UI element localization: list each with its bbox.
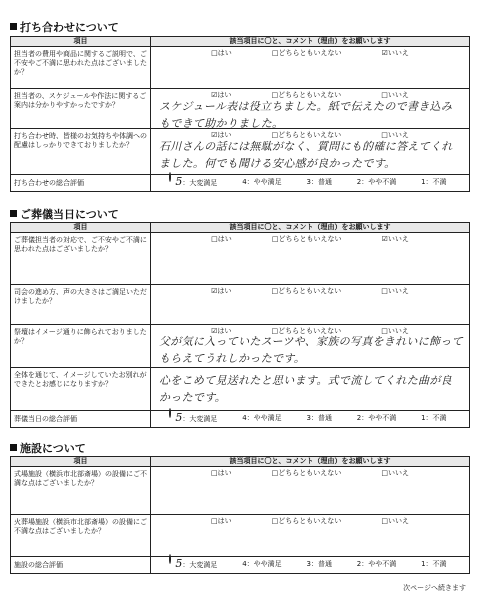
meeting-table bbox=[10, 36, 470, 192]
no-option[interactable]: □いいえ bbox=[381, 91, 409, 99]
neutral-option[interactable]: □どちらともいえない bbox=[271, 235, 342, 243]
col-item-header: 項目 bbox=[11, 223, 151, 233]
no-option[interactable]: □いいえ bbox=[381, 131, 409, 139]
rating-5-selected[interactable]: 5：大変満足 bbox=[173, 175, 217, 188]
yes-option-checked[interactable]: ☑はい bbox=[211, 91, 232, 99]
rating-2[interactable]: 2：やや不満 bbox=[356, 413, 397, 422]
no-option[interactable]: □いいえ bbox=[381, 469, 409, 477]
handwritten-comment: 心をこめて見送れたと思います。式で流してくれた曲が良かったです。 bbox=[159, 374, 452, 404]
no-option-checked[interactable]: ☑いいえ bbox=[381, 49, 409, 57]
no-option[interactable]: □いいえ bbox=[381, 327, 409, 335]
rating-3[interactable]: 3：普通 bbox=[306, 559, 332, 568]
question-text: 全体を通じて、イメージしていたお別れができたとお感じになりますか？ bbox=[11, 368, 151, 411]
no-option-checked[interactable]: ☑いいえ bbox=[381, 235, 409, 243]
neutral-option[interactable]: □どちらともいえない bbox=[271, 517, 342, 525]
neutral-option[interactable]: □どちらともいえない bbox=[271, 327, 342, 335]
question-text: 火葬場施設（横浜市北部斎場）の設備にご不満な点はございましたか？ bbox=[11, 515, 151, 557]
question-text: ご葬儀担当者の対応で、ご不安やご不満に思われた点はございましたか？ bbox=[11, 233, 151, 285]
neutral-option[interactable]: □どちらともいえない bbox=[271, 91, 342, 99]
yes-option-checked[interactable]: ☑はい bbox=[211, 287, 232, 295]
yes-option[interactable]: □はい bbox=[211, 517, 232, 525]
no-option[interactable]: □いいえ bbox=[381, 287, 409, 295]
rating-label: 葬儀当日の総合評価 bbox=[11, 411, 151, 428]
question-text: 祭壇はイメージ通りに飾られておりましたか？ bbox=[11, 325, 151, 368]
yes-option-checked[interactable]: ☑はい bbox=[211, 131, 232, 139]
rating-1[interactable]: 1：不満 bbox=[421, 177, 447, 186]
rating-label: 施設の総合評価 bbox=[11, 557, 151, 574]
question-text: 担当者の、スケジュールや作法に関するご案内は分かりやすかったですか？ bbox=[11, 89, 151, 129]
rating-2[interactable]: 2：やや不満 bbox=[356, 177, 397, 186]
rating-label: 打ち合わせの総合評価 bbox=[11, 175, 151, 192]
rating-1[interactable]: 1：不満 bbox=[421, 413, 447, 422]
continued-next-page-note: 次ページへ続きます bbox=[403, 584, 466, 592]
rating-4[interactable]: 4：やや満足 bbox=[242, 559, 282, 568]
neutral-option[interactable]: □どちらともいえない bbox=[271, 131, 342, 139]
rating-4[interactable]: 4：やや満足 bbox=[242, 177, 282, 186]
col-answer-header: 該当項目に〇と、コメント（理由）をお願いします bbox=[151, 457, 470, 467]
handwritten-comment: 石川さんの話には無駄がなく、質問にも的確に答えてくれました。何でも聞ける安心感が良かったです。 bbox=[159, 140, 453, 170]
section-title-funeral-day: ご葬儀当日について bbox=[10, 208, 119, 221]
handwritten-comment: スケジュール表は役立ちました。紙で伝えたので書き込みもできて助かりました。 bbox=[159, 100, 453, 130]
section-title-facility: 施設について bbox=[10, 442, 86, 455]
section-title-meeting: 打ち合わせについて bbox=[10, 21, 119, 34]
question-text: 式場施設（横浜市北部斎場）の設備にご不満な点はございましたか？ bbox=[11, 467, 151, 515]
yes-option[interactable]: □はい bbox=[211, 49, 232, 57]
yes-option-checked[interactable]: ☑はい bbox=[211, 327, 232, 335]
rating-3[interactable]: 3：普通 bbox=[306, 177, 332, 186]
rating-5-selected[interactable]: 5：大変満足 bbox=[173, 557, 217, 570]
neutral-option[interactable]: □どちらともいえない bbox=[271, 49, 342, 57]
question-text: 担当者の費用や商品に関するご説明で、ご不安やご不満に思われた点はございましたか？ bbox=[11, 47, 151, 89]
col-item-header: 項目 bbox=[11, 457, 151, 467]
yes-option[interactable]: □はい bbox=[211, 235, 232, 243]
rating-5-selected[interactable]: 5：大変満足 bbox=[173, 411, 217, 424]
rating-4[interactable]: 4：やや満足 bbox=[242, 413, 282, 422]
rating-1[interactable]: 1：不満 bbox=[421, 559, 447, 568]
no-option[interactable]: □いいえ bbox=[381, 517, 409, 525]
handwritten-comment: 父が気に入っていたスーツや、家族の写真をきれいに飾ってもらえてうれしかったです。 bbox=[159, 335, 463, 365]
col-answer-header: 該当項目に〇と、コメント（理由）をお願いします bbox=[151, 223, 470, 233]
question-text: 打ち合わせ時、皆様のお気持ちや体調への配慮はしっかりできておりましたか？ bbox=[11, 129, 151, 175]
col-item-header: 項目 bbox=[11, 37, 151, 47]
rating-2[interactable]: 2：やや不満 bbox=[356, 559, 397, 568]
question-text: 司会の進め方、声の大きさはご満足いただけましたか？ bbox=[11, 285, 151, 325]
yes-option[interactable]: □はい bbox=[211, 469, 232, 477]
neutral-option[interactable]: □どちらともいえない bbox=[271, 287, 342, 295]
col-answer-header: 該当項目に〇と、コメント（理由）をお願いします bbox=[151, 37, 470, 47]
rating-3[interactable]: 3：普通 bbox=[306, 413, 332, 422]
funeral-day-table bbox=[10, 222, 470, 428]
facility-table bbox=[10, 456, 470, 574]
neutral-option[interactable]: □どちらともいえない bbox=[271, 469, 342, 477]
